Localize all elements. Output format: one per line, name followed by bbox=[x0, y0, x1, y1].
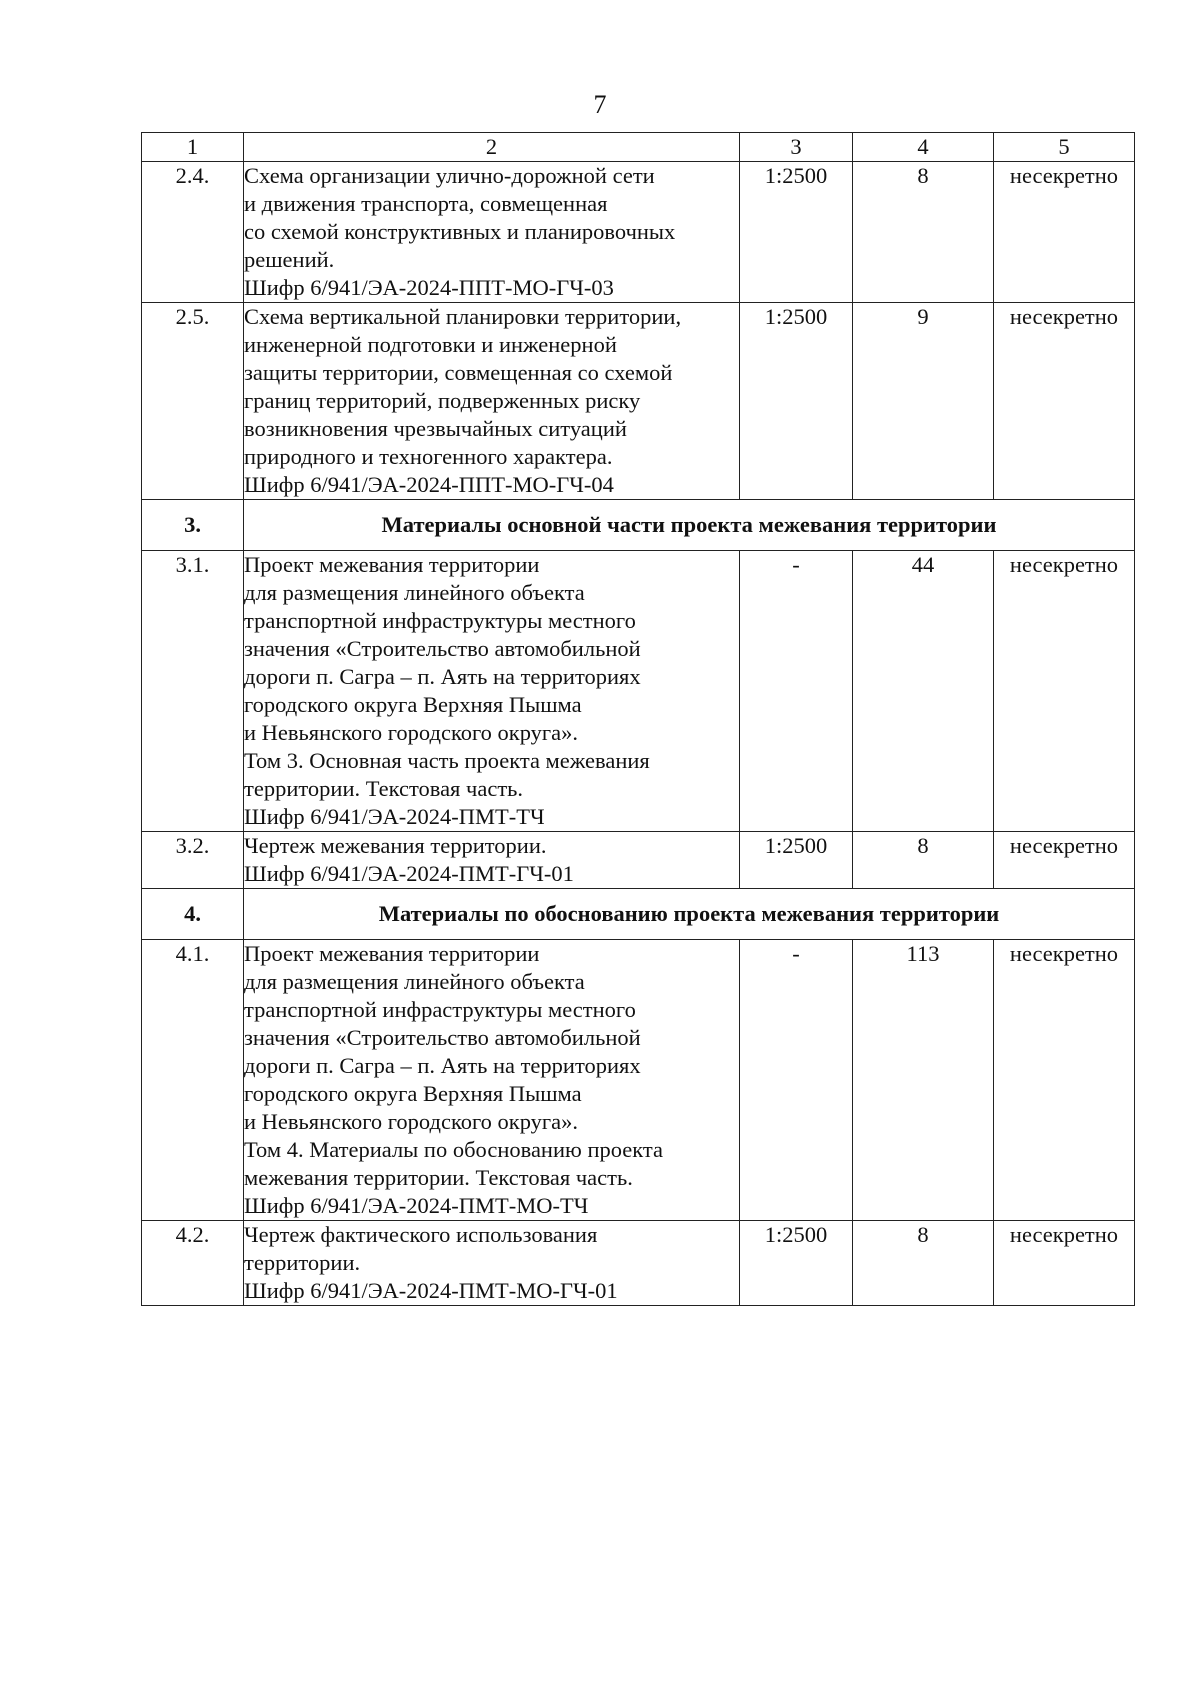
table-row bbox=[142, 940, 1135, 1221]
section-title: Материалы по обоснованию проекта межевания территории bbox=[244, 889, 1135, 940]
item-secrecy: несекретно bbox=[994, 1221, 1135, 1306]
table-row bbox=[142, 551, 1135, 832]
section-number: 3. bbox=[142, 500, 244, 551]
item-description: Схема организации улично-дорожной сети и движения транспорта, совмещенная со схемой конструктивных и планировочных решений. Шифр 6/941/ЭА-2024-ППТ-МО-ГЧ-03 bbox=[244, 162, 740, 303]
item-scale: 1:2500 bbox=[740, 1221, 853, 1306]
item-scale: - bbox=[740, 940, 853, 1221]
item-sheet-count: 44 bbox=[853, 551, 994, 832]
item-secrecy: несекретно bbox=[994, 303, 1135, 500]
item-secrecy: несекретно bbox=[994, 832, 1135, 889]
item-number: 4.1. bbox=[142, 940, 244, 1221]
item-sheet-count: 113 bbox=[853, 940, 994, 1221]
item-sheet-count: 8 bbox=[853, 1221, 994, 1306]
item-description: Проект межевания территории для размещения линейного объекта транспортной инфраструктуры местного значения «Строительство автомобильной дороги п. Сагра – п. Аять на территориях городского округа Верхняя Пышма и Невьянского городского округа». Том 4. Материалы по обоснованию проекта межевания территории. Текстовая часть. Шифр 6/941/ЭА-2024-ПМТ-МО-ТЧ bbox=[244, 940, 740, 1221]
item-secrecy: несекретно bbox=[994, 551, 1135, 832]
item-number: 2.5. bbox=[142, 303, 244, 500]
item-sheet-count: 8 bbox=[853, 832, 994, 889]
item-sheet-count: 9 bbox=[853, 303, 994, 500]
item-description: Схема вертикальной планировки территории, инженерной подготовки и инженерной защиты территории, совмещенная со схемой границ территорий, подверженных риску возникновения чрезвычайных ситуаций природного и техногенного характера. Шифр 6/941/ЭА-2024-ППТ-МО-ГЧ-04 bbox=[244, 303, 740, 500]
table-row bbox=[142, 832, 1135, 889]
table-row bbox=[142, 1221, 1135, 1306]
table-row bbox=[142, 162, 1135, 303]
item-scale: 1:2500 bbox=[740, 303, 853, 500]
column-number-cell: 4 bbox=[853, 133, 994, 162]
section-title: Материалы основной части проекта межевания территории bbox=[244, 500, 1135, 551]
item-secrecy: несекретно bbox=[994, 162, 1135, 303]
column-number-cell: 2 bbox=[244, 133, 740, 162]
section-heading-row bbox=[142, 889, 1135, 940]
documents-table bbox=[141, 132, 1135, 1306]
column-number-cell: 3 bbox=[740, 133, 853, 162]
item-description: Чертеж фактического использования территории. Шифр 6/941/ЭА-2024-ПМТ-МО-ГЧ-01 bbox=[244, 1221, 740, 1306]
table-row bbox=[142, 303, 1135, 500]
column-number-row bbox=[142, 133, 1135, 162]
item-description: Чертеж межевания территории. Шифр 6/941/ЭА-2024-ПМТ-ГЧ-01 bbox=[244, 832, 740, 889]
item-number: 4.2. bbox=[142, 1221, 244, 1306]
column-number-cell: 5 bbox=[994, 133, 1135, 162]
item-secrecy: несекретно bbox=[994, 940, 1135, 1221]
section-heading-row bbox=[142, 500, 1135, 551]
item-scale: - bbox=[740, 551, 853, 832]
item-sheet-count: 8 bbox=[853, 162, 994, 303]
item-number: 2.4. bbox=[142, 162, 244, 303]
item-scale: 1:2500 bbox=[740, 162, 853, 303]
item-scale: 1:2500 bbox=[740, 832, 853, 889]
section-number: 4. bbox=[142, 889, 244, 940]
item-number: 3.1. bbox=[142, 551, 244, 832]
column-number-cell: 1 bbox=[142, 133, 244, 162]
item-number: 3.2. bbox=[142, 832, 244, 889]
item-description: Проект межевания территории для размещения линейного объекта транспортной инфраструктуры местного значения «Строительство автомобильной дороги п. Сагра – п. Аять на территориях городского округа Верхняя Пышма и Невьянского городского округа». Том 3. Основная часть проекта межевания территории. Текстовая часть. Шифр 6/941/ЭА-2024-ПМТ-ТЧ bbox=[244, 551, 740, 832]
page-number: 7 bbox=[593, 90, 607, 119]
